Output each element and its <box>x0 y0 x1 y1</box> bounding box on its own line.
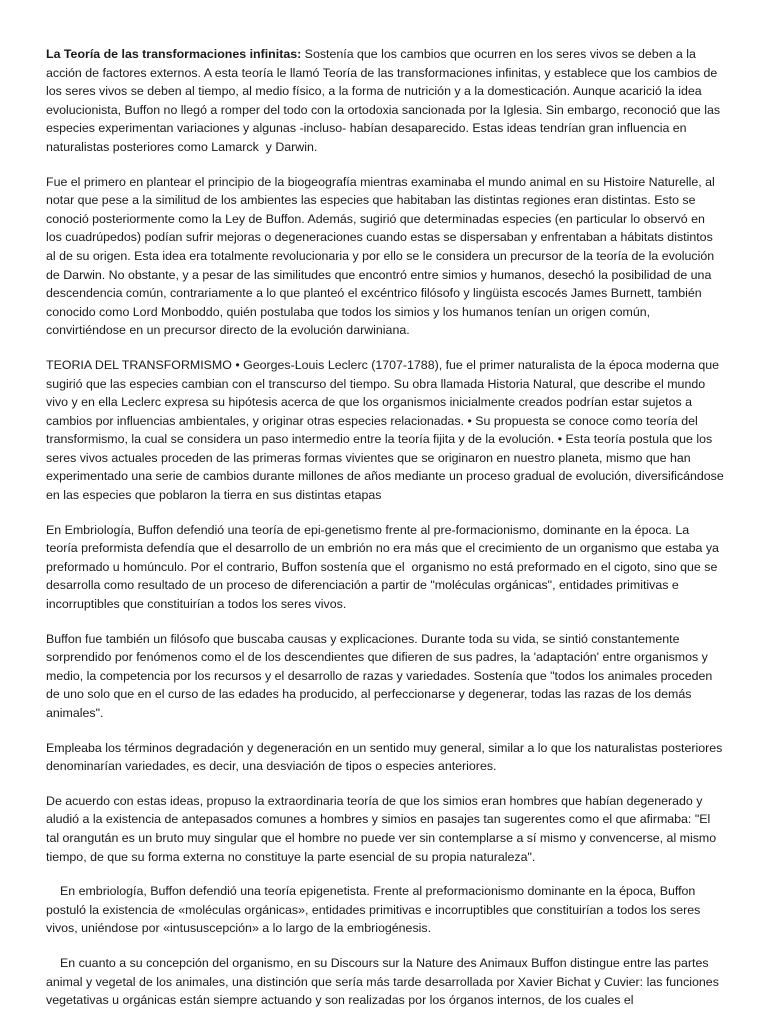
paragraph-1 <box>46 45 724 157</box>
paragraph-5: Buffon fue también un filósofo que buscaba causas y explicaciones. Durante toda su vida, se sintió constantemente sorprendido por fenómenos como el de los descendientes que difieren de sus padres, la 'adaptación' entre organismos y medio, la competencia por los recursos y el desarrollo de razas y variedades. Sostenía que "todos los animales proceden de uno solo que en el curso de las edades ha producido, al perfeccionarse y degenerar, todas las razas de los demás animales". <box>46 631 716 720</box>
paragraph-9: En cuanto a su concepción del organismo, en su Discours sur la Nature des Animaux Buffon distingue entre las partes animal y vegetal de los animales, una distinción que sería más tarde desarrollada por Xavier Bichat y Cuvier: las funciones vegetativas u orgánicas están siempre actuando y son realizadas por los órganos internos, de los cuales el <box>46 955 723 1008</box>
paragraph-3: TEORIA DEL TRANSFORMISMO • Georges-Louis Leclerc (1707-1788), fue el primer naturalista de la época moderna que sugirió que las especies cambian con el transcurso del tiempo. Su obra llamada Historia Natural, que describe el mundo vivo y en ella Leclerc expresa su hipótesis acerca de que los organismos inicialmente creados podrían estar sujetos a cambios por influencias ambientales, y originar otras especies relacionadas. • Su propuesta se conoce como teoría del transformismo, la cual se considera un paso intermedio entre la teoría fijita y de la evolución. • Esta teoría postula que los seres vivos actuales proceden de las primeras formas vivientes que se originaron en nuestro planeta, mismo que han experimentado una serie de cambios durante millones de años mediante un proceso gradual de evolución, diversificándose en las especies que poblaron la tierra en sus distintas etapas <box>46 357 728 503</box>
paragraph-7: De acuerdo con estas ideas, propuso la extraordinaria teoría de que los simios eran hombres que habían degenerado y aludió a la existencia de antepasados comunes a hombres y simios en pasajes tan sugerentes como el que afirmaba: "El tal orangután es un bruto muy singular que el hombre no puede ver sin contemplarse a sí mismo y convencerse, al mismo tiempo, de que su forma externa no constituye la parte esencial de su propia naturaleza". <box>46 793 720 864</box>
paragraph-1-text: Sostenía que los cambios que ocurren en los seres vivos se deben a la acción de factores externos. A esta teoría le llamó Teoría de las transformaciones infinitas, y establece que los cambios de los seres vivos se deben al tiempo, al medio físico, a la forma de nutrición y a la domesticación. Aunque acarició la idea evolucionista, Buffon no llegó a romper del todo con la ortodoxia sancionada por la Iglesia. Sin embargo, reconoció que las especies experimentan variaciones y algunas -incluso- habían desaparecido. Estas ideas tendrían gran influencia en naturalistas posteriores como Lamarck y Darwin. <box>46 47 724 154</box>
paragraph-6: Empleaba los términos degradación y degeneración en un sentido muy general, similar a lo que los naturalistas posteriores denominarían variedades, es decir, una desviación de tipos o especies anteriores. <box>46 740 726 774</box>
paragraph-2: Fue el primero en plantear el principio de la biogeografía mientras examinaba el mundo animal en su Histoire Naturelle, al notar que pese a la similitud de los ambientes las especies que habitaban las distintas regiones eran distintas. Esto se conoció posteriormente como la Ley de Buffon. Además, sugirió que determinadas especies (en particular lo observó en los cuadrúpedos) podían sufrir mejoras o degeneraciones cuando estas se dispersaban y enfrentaban a hábitats distintos al de su origen. Esta idea era totalmente revolucionaria y por ello se le considera un precursor de la teoría de la evolución de Darwin. No obstante, y a pesar de las similitudes que encontró entre simios y humanos, desechó la posibilidad de una descendencia común, contrariamente a lo que planteó el excéntrico filósofo y lingüista escocés James Burnett, también conocido como Lord Monboddo, quién postulaba que todos los simios y los humanos tenían un origen común, convirtiéndose en un precursor directo de la evolución darwiniana. <box>46 174 719 338</box>
paragraph-4: En Embriología, Buffon defendió una teoría de epi-genetismo frente al pre-formacionismo, dominante en la época. La teoría preformista defendía que el desarrollo de un embrión no era más que el crecimiento de un organismo que estaba ya preformado u homúnculo. Por el contrario, Buffon sostenía que el organismo no está preformado en el cigoto, sino que se desarrolla como resultado de un proceso de diferenciación a partir de "moléculas orgánicas", entidades primitivas e incorruptibles que constituirían a todos los seres vivos. <box>46 522 723 612</box>
paragraph-1-lead: La Teoría de las transformaciones infinitas: <box>46 47 302 61</box>
paragraph-8: En embriología, Buffon defendió una teoría epigenetista. Frente al preformacionismo dominante en la época, Buffon postuló la existencia de «moléculas orgánicas», entidades primitivas e incorruptibles que constituirían a todos los seres vivos, uniéndose por «intususcepción» a lo largo de la embriogénesis. <box>46 884 704 936</box>
